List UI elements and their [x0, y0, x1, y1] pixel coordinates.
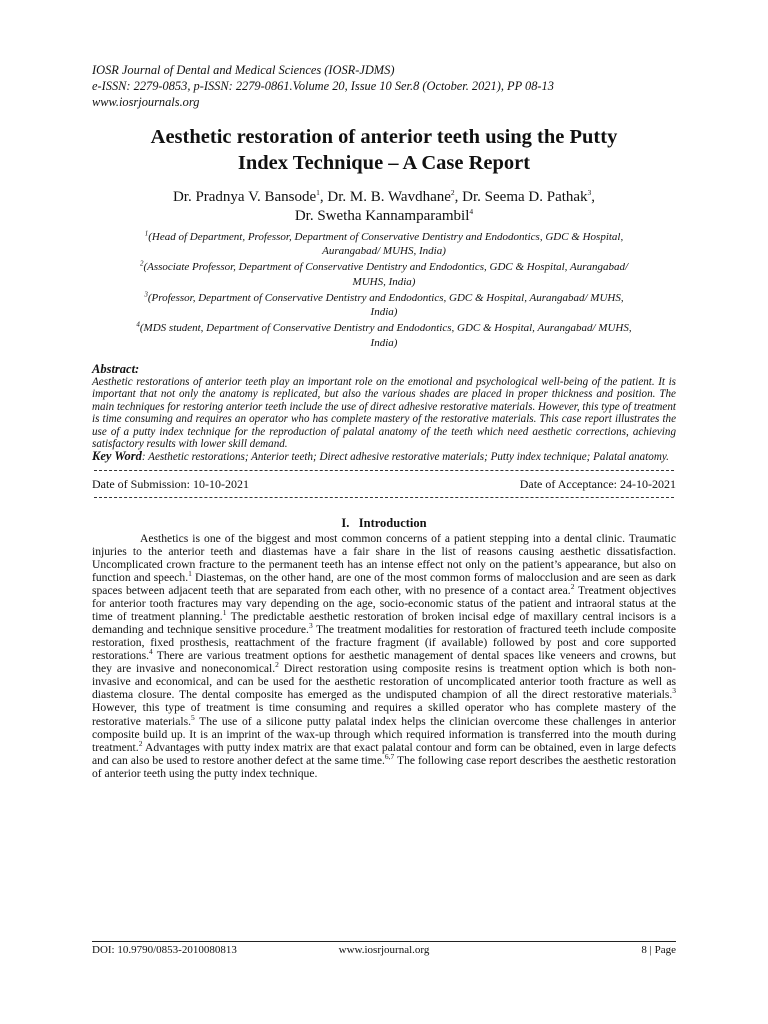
citation-marker: 2: [138, 738, 143, 748]
affiliation-text: India): [370, 336, 398, 349]
keywords: [92, 450, 676, 463]
citation-marker: 6,7: [384, 751, 395, 761]
affiliation-text: (Head of Department, Professor, Department of Conservative Dentistry and Endodontics, GDC & Hospital,: [148, 231, 624, 243]
text-run: The following case report describes the aesthetic restoration of anterior teeth using the putty index technique.: [92, 753, 676, 780]
abstract-heading: Abstract:: [92, 362, 140, 377]
text-run: The treatment modalities for restoration of fractured teeth include composite restoration, fixed prosthesis, reattachment of the fracture fragment (if available) followed by post and core supported restorations.: [92, 623, 677, 663]
journal-issn: e-ISSN: 2279-0853, p-ISSN: 2279-0861.Volume 20, Issue 10 Ser.8 (October. 2021), PP 08-13: [92, 79, 554, 93]
citation-marker: 4: [149, 647, 153, 657]
page-footer: [92, 941, 676, 957]
date-of-acceptance: Date of Acceptance: 24-10-2021: [519, 476, 676, 491]
author-list: [92, 188, 676, 226]
dashed-divider-bottom: [94, 497, 674, 498]
affiliation-text: (Professor, Department of Conservative Dentistry and Endodontics, GDC & Hospital, Aurangabad/ MUHS,: [147, 291, 624, 304]
date-of-submission: Date of Submission: 10-10-2021: [92, 476, 249, 491]
text-run: Treatment objectives for anterior tooth fractures may vary depending on the age, socio-economic status of the patient and intraoral status at the time of treatment planning.: [92, 584, 676, 624]
text-run: The predictable aesthetic restoration of broken incisal edge of maxillary central incisors is a demanding and technique sensitive procedure.: [92, 610, 676, 637]
keywords-label: Key Word: [92, 449, 142, 464]
text-run: Diastemas, on the other hand, are one of the most common forms of malocclusion and are seen as dark spaces between adjacent teeth that are separated from each other, with no presence of a contact area.: [92, 571, 676, 598]
introduction-paragraph: [92, 532, 676, 780]
affiliation-marker: 4: [136, 320, 140, 329]
author-affil-marker: 2: [450, 188, 455, 197]
citation-marker: 2: [275, 660, 279, 670]
section-heading-introduction: I. Introduction: [341, 515, 427, 530]
title-line-2: Index Technique – A Case Report: [237, 152, 531, 174]
author-name: Dr. Pradnya V. Bansode: [172, 189, 317, 205]
abstract-text: Aesthetic restorations of anterior teeth play an important role on the emotional and psychological well-being of the patient. It is important that not only the anatomy is replicated, but also the various shades are placed in proper thickness and position. The main techniques for restoring anterior teeth include the use of direct adhesive restorative materials. However, this type of treatment is time consuming and requires an operator who has complete mastery of the restorative materials. This case report illustrates the use of a putty index technique for the reproduction of palatal anatomy of the teeth which need aesthetic corrections, achieving satisfactory results with lower skill demand.: [92, 376, 676, 451]
affiliation-text: (Associate Professor, Department of Conservative Dentistry and Endodontics, GDC & Hospital, Aurangabad/: [143, 261, 629, 274]
author-separator: ,: [319, 189, 328, 205]
citation-marker: 5: [190, 712, 195, 722]
paper-title: [92, 124, 676, 176]
footer-page-number: 8 | Page: [641, 944, 676, 956]
author-separator: ,: [454, 189, 463, 205]
footer-website: www.iosrjournal.org: [338, 944, 430, 956]
author-name: Dr. Seema D. Pathak: [462, 189, 588, 205]
affiliation-text: India): [370, 306, 398, 319]
citation-marker: 3: [672, 686, 676, 696]
affiliation-list: [92, 230, 676, 350]
citation-marker: 1: [188, 569, 192, 579]
journal-header: [92, 62, 676, 110]
text-run: Aesthetics is one of the biggest and most common concerns of a patient stepping into a dental clinic. Traumatic injuries to the anterior teeth and diastemas have a fair share in the list of reasons causing aesthetic dissatisfaction. Uncomplicated crown fracture to the permanent teeth has an intense effect not only on the patient’s appearance, but also on function and speech.: [92, 531, 676, 585]
footer-doi: DOI: 10.9790/0853-2010080813: [92, 944, 237, 956]
text-run: The use of a silicone putty palatal index helps the clinician overcome these challenges in anterior composite build up. It is an imprint of the wax-up through which required information is transferred into the mouth during treatment.: [92, 714, 676, 754]
author-line-1: [92, 188, 676, 207]
author-name: Dr. Swetha Kannamparambil: [294, 208, 470, 224]
keywords-text: Aesthetic restorations; Anterior teeth; Direct adhesive restorative materials; Putty index technique; Palatal anatomy.: [145, 451, 669, 464]
affiliation-marker: 1: [144, 229, 149, 238]
affiliation-marker: 2: [139, 259, 144, 268]
affiliation: [92, 260, 676, 289]
affiliation-text: (MDS student, Department of Conservative Dentistry and Endodontics, GDC & Hospital, Aurangabad/ MUHS,: [139, 322, 632, 335]
text-run: However, this type of treatment is time consuming and requires a skilled operator who has complete mastery of the restorative materials.: [92, 701, 676, 728]
author-line-2: [92, 207, 676, 226]
introduction-body: [92, 532, 676, 780]
author-affil-marker: 4: [469, 207, 474, 216]
affiliation: [92, 291, 676, 320]
affiliation: [92, 230, 676, 259]
affiliation: [92, 321, 676, 350]
affiliation-marker: 3: [144, 290, 148, 299]
text-run: Advantages with putty index matrix are that exact palatal contour and form can be obtained, even in large defects and can also be used to restore another defect at the same time.: [92, 740, 676, 767]
citation-marker: 3: [308, 621, 313, 631]
author-name: Dr. M. B. Wavdhane: [327, 189, 451, 205]
citation-marker: 1: [222, 608, 227, 618]
dates-row: [92, 471, 676, 497]
footer-rule: [92, 941, 676, 942]
author-separator: ,: [591, 189, 596, 205]
title-line-1: Aesthetic restoration of anterior teeth using the Putty: [150, 126, 618, 148]
text-run: There are various treatment options for aesthetic management of dental spaces like veneers and crowns, but they are invasive and noneconomical.: [92, 649, 676, 676]
affiliation-text: MUHS, India): [352, 275, 416, 288]
affiliation-text: Aurangabad/ MUHS, India): [322, 245, 446, 258]
citation-marker: 2: [570, 582, 575, 592]
journal-name: IOSR Journal of Dental and Medical Sciences (IOSR-JDMS): [92, 63, 395, 77]
keywords-colon: :: [141, 451, 146, 464]
paper-page: [92, 62, 676, 780]
journal-website: www.iosrjournals.org: [92, 95, 200, 109]
author-affil-marker: 3: [587, 188, 592, 197]
text-run: Direct restoration using composite resins is treatment option which is both non-invasive and economical, and can be used for the aesthetic restoration of uncomplicated anterior tooth fracture as well as diastema closure. The dental composite has emerged as the undisputed champion of all the direct restorative materials.: [92, 662, 676, 702]
author-affil-marker: 1: [316, 188, 320, 197]
